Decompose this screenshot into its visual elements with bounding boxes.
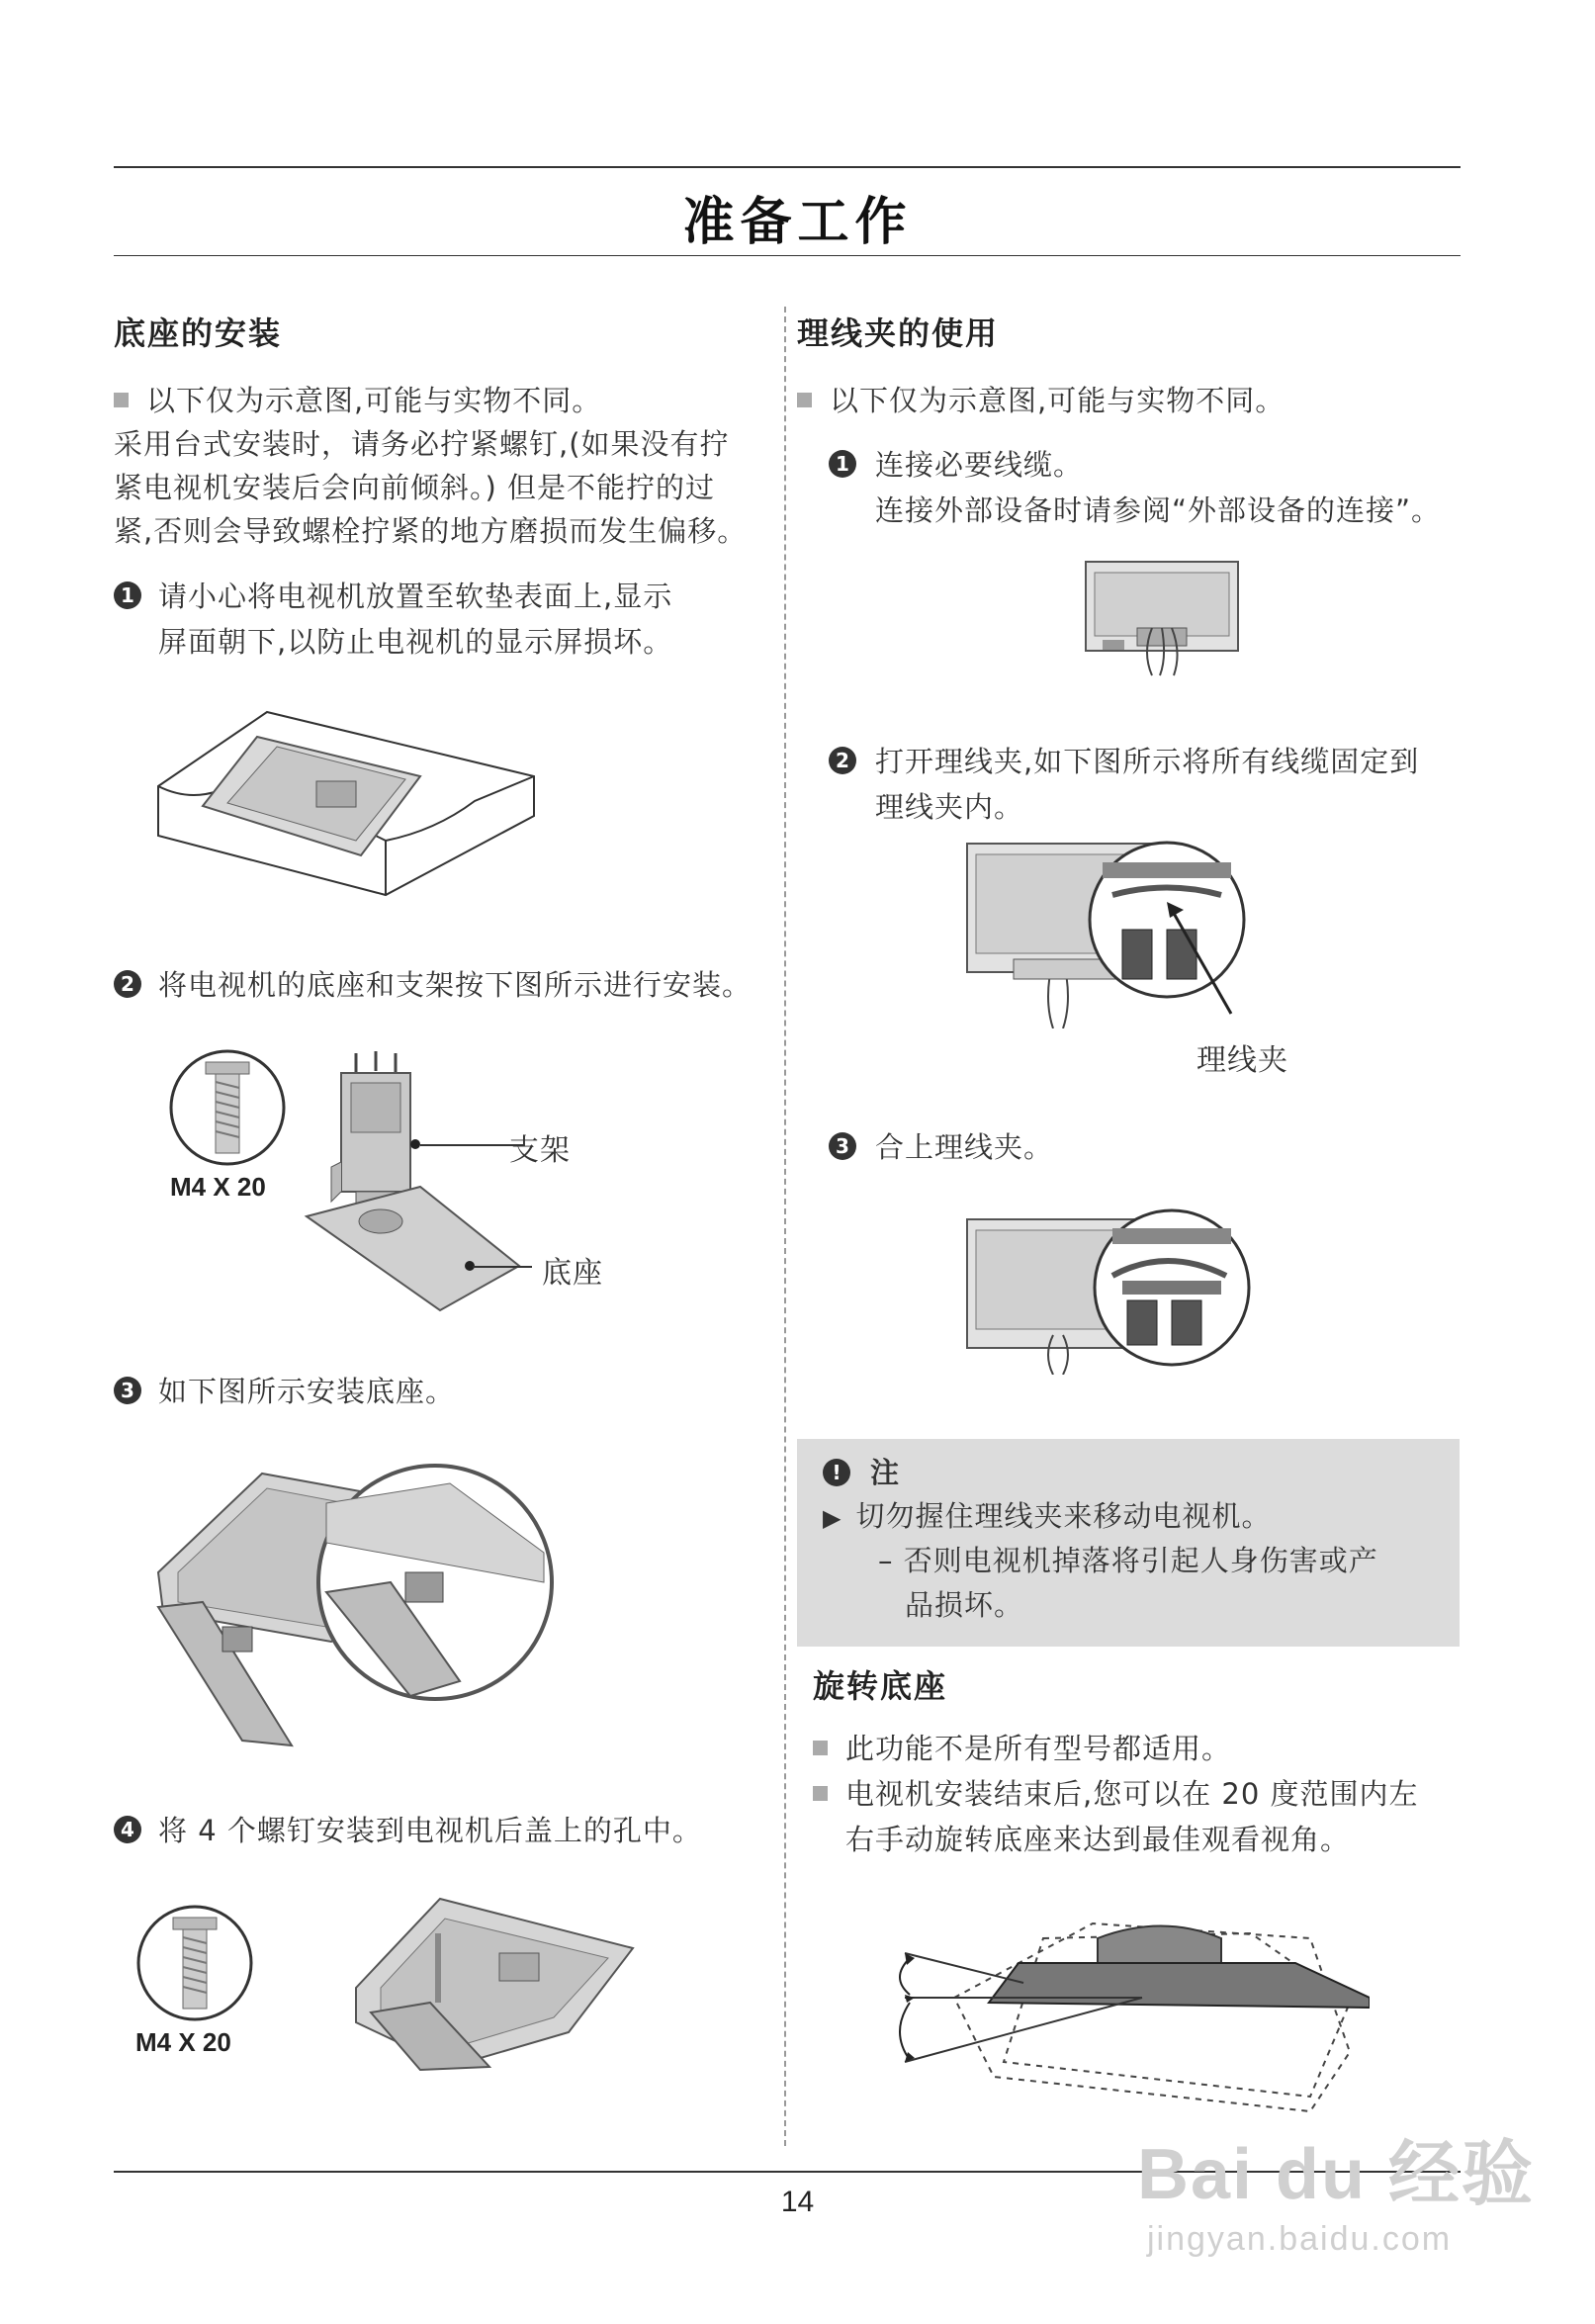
watermark-brand: Bai du 经验 [1137,2135,1536,2214]
left-step-2-line-1: 将电视机的底座和支架按下图所示进行安装。 [158,968,753,1002]
swivel-rotation-illustration [895,1904,1370,2151]
square-bullet-icon [813,1786,828,1801]
left-heading: 底座的安装 [114,314,283,352]
watermark-url: jingyan.baidu.com [1147,2220,1453,2258]
right-heading: 理线夹的使用 [797,314,1000,352]
swivel-bullet-2-line-1 [813,1771,1419,1817]
left-step-1-line-1: 请小心将电视机放置至软垫表面上,显示 [158,580,673,613]
triangle-bullet-icon: ▶ [823,1504,842,1532]
page-number: 14 [780,2186,815,2218]
square-bullet-icon [813,1741,828,1755]
square-bullet-icon [797,393,812,407]
left-note-text: 以下仅为示意图,可能与实物不同。 [146,384,602,417]
clip-open-illustration [964,841,1281,1028]
step-1-number-icon: 1 [114,581,141,609]
swivel-heading: 旋转底座 [813,1667,948,1705]
clip-closed-illustration [964,1207,1261,1375]
base-mount-illustration [153,1454,554,1750]
right-step-1-number-icon: 1 [829,450,856,478]
right-step-2-line-2: 理线夹内。 [875,790,1024,824]
right-step-2-number-icon: 2 [829,747,856,774]
left-step-1-line-2: 屏面朝下,以防止电视机的显示屏损坏。 [158,625,673,659]
right-step-3-number-icon: 3 [829,1132,856,1160]
screw-label-2: M4 X 20 [135,2027,231,2057]
clip-label: 理线夹 [1196,1043,1288,1078]
caution-icon: ! [823,1459,850,1486]
left-para-line-1: 采用台式安装时，请务必拧紧螺钉,(如果没有拧 [114,427,730,461]
right-note [797,378,1285,423]
right-step-1-line-2: 连接外部设备时请参阅“外部设备的连接”。 [875,493,1442,527]
title-rule [114,255,1461,256]
step-2-number-icon: 2 [114,970,141,998]
screw-mount-illustration [351,1894,638,2072]
caution-title: 注 [870,1456,901,1489]
right-step-2-line-1: 打开理线夹,如下图所示将所有线缆固定到 [875,745,1420,778]
caution-sub-line-2: 品损坏。 [905,1588,1024,1622]
left-para-line-3: 紧,否则会导致螺栓拧紧的地方磨损而发生偏移。 [114,514,748,548]
swivel-bullet-2-text-1: 电视机安装结束后,您可以在 20 度范围内左 [845,1777,1419,1811]
tv-cables-illustration [1083,559,1241,677]
swivel-bullet-2-line-2: 右手动旋转底座来达到最佳观看视角。 [845,1823,1351,1856]
top-rule [114,166,1461,168]
screw-icon [168,1048,287,1167]
column-divider [784,307,786,2146]
caution-sub-line-1: – 否则电视机掉落将引起人身伤害或产 [878,1544,1378,1577]
screw-label-1: M4 X 20 [170,1172,266,1202]
caution-item [823,1493,1271,1541]
right-note-text: 以下仅为示意图,可能与实物不同。 [830,384,1285,417]
swivel-bullet-1 [813,1726,1231,1771]
page-title: 准备工作 [682,193,913,252]
left-step-3-line-1: 如下图所示安装底座。 [158,1375,456,1408]
step-3-number-icon: 3 [114,1377,141,1404]
screw-icon [135,1904,254,2022]
left-step-4-line-1: 将 4 个螺钉安装到电视机后盖上的孔中。 [158,1814,702,1847]
square-bullet-icon [114,393,129,407]
base-label: 底座 [542,1256,603,1291]
bracket-base-illustration [302,1043,544,1330]
base-leader-line [473,1266,532,1268]
step-4-number-icon: 4 [114,1816,141,1843]
left-note [114,378,601,423]
left-para-line-2: 紧电视机安装后会向前倾斜。) 但是不能拧的过 [114,471,716,504]
right-step-3-line-1: 合上理线夹。 [875,1130,1054,1164]
caution-item-text: 切勿握住理线夹来移动电视机。 [855,1499,1272,1533]
bracket-label: 支架 [509,1133,571,1168]
tv-on-cushion-illustration [148,692,544,900]
right-step-1-line-1: 连接必要线缆。 [875,448,1084,482]
swivel-bullet-1-text: 此功能不是所有型号都适用。 [845,1732,1232,1765]
